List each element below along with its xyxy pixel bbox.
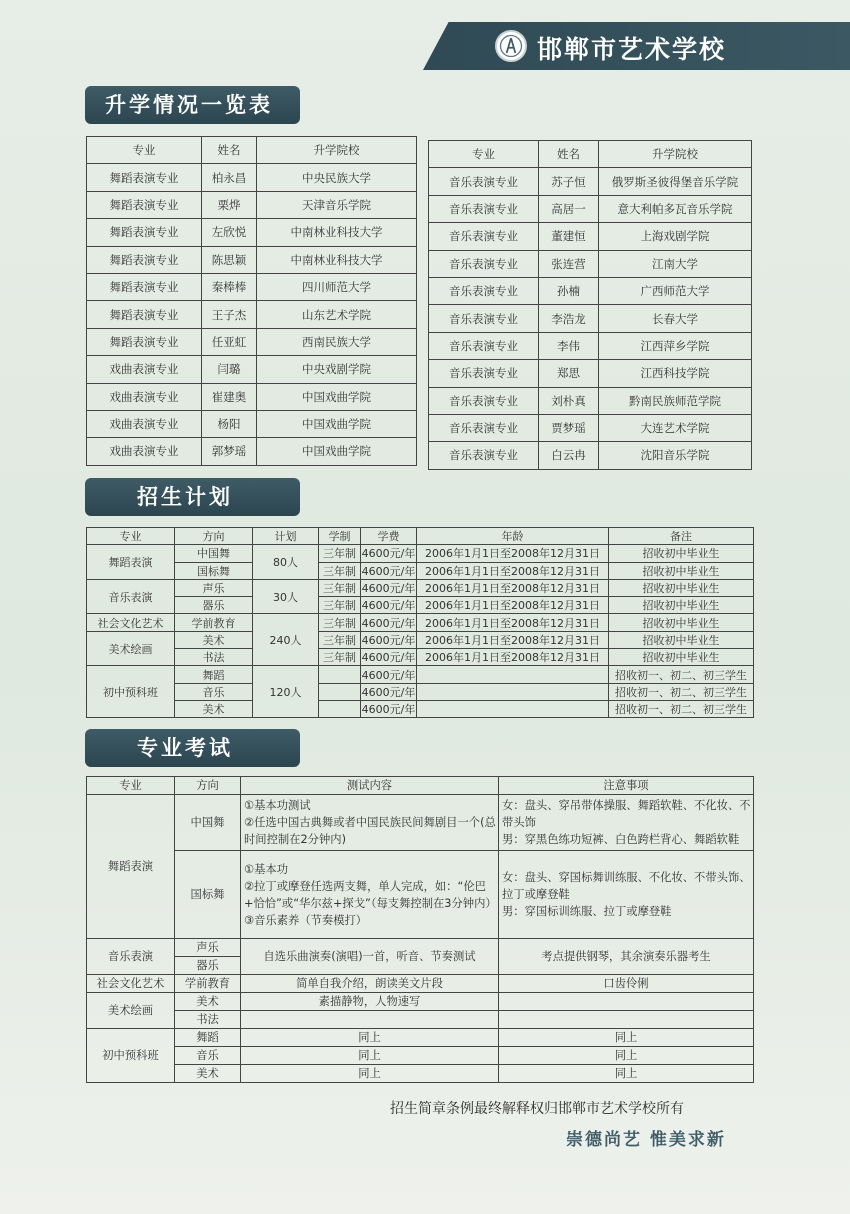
cell-name: 刘朴真 <box>539 387 599 414</box>
plan-note: 招收初中毕业生 <box>609 649 754 666</box>
cell-school: 长春大学 <box>599 305 752 332</box>
cell-major: 戏曲表演专业 <box>87 410 202 437</box>
cell-major: 舞蹈表演专业 <box>87 246 202 273</box>
plan-direction: 学前教育 <box>175 614 253 631</box>
cell-name: 苏子恒 <box>539 168 599 195</box>
exam-notes-music: 考点提供钢琴，其余演奏乐器考生 <box>499 939 754 975</box>
table-row <box>429 387 752 414</box>
table-row <box>429 305 752 332</box>
exam-content-chinese-dance <box>241 795 499 851</box>
school-slogan: 崇德尚艺 惟美求新 <box>566 1130 726 1150</box>
col-header-major: 专业 <box>87 137 202 164</box>
col-header-name: 姓名 <box>539 141 599 168</box>
plan-age: 2006年1月1日至2008年12月31日 <box>417 545 609 562</box>
cell-major: 音乐表演专业 <box>429 168 539 195</box>
plan-header-direction: 方向 <box>175 528 253 545</box>
plan-duration: 三年制 <box>319 614 361 631</box>
exam-content-line: ①基本功测试 <box>244 799 311 812</box>
cell-school: 天津音乐学院 <box>257 191 417 218</box>
cell-school: 意大利帕多瓦音乐学院 <box>599 195 752 222</box>
table-row <box>429 332 752 359</box>
plan-table <box>86 527 754 718</box>
exam-direction: 器乐 <box>175 957 241 975</box>
plan-duration-empty <box>319 700 361 717</box>
cell-name: 张连营 <box>539 250 599 277</box>
cell-name: 高居一 <box>539 195 599 222</box>
plan-duration: 三年制 <box>319 579 361 596</box>
plan-duration: 三年制 <box>319 649 361 666</box>
plan-fee: 4600元/年 <box>361 666 417 683</box>
plan-fee: 4600元/年 <box>361 649 417 666</box>
school-logo-icon <box>495 30 527 62</box>
plan-note: 招收初中毕业生 <box>609 597 754 614</box>
plan-fee: 4600元/年 <box>361 562 417 579</box>
plan-age: 2006年1月1日至2008年12月31日 <box>417 614 609 631</box>
plan-duration-empty <box>319 683 361 700</box>
exam-header-direction: 方向 <box>175 777 241 795</box>
cell-major: 舞蹈表演专业 <box>87 273 202 300</box>
exam-direction: 美术 <box>175 993 241 1011</box>
cell-school: 中南林业科技大学 <box>257 219 417 246</box>
cell-major: 戏曲表演专业 <box>87 438 202 465</box>
exam-major-junior: 初中预科班 <box>87 1029 175 1083</box>
plan-duration: 三年制 <box>319 597 361 614</box>
plan-direction: 美术 <box>175 631 253 648</box>
plan-age-empty <box>417 683 609 700</box>
exam-direction: 国标舞 <box>175 851 241 939</box>
table-row <box>87 410 417 437</box>
plan-fee: 4600元/年 <box>361 579 417 596</box>
plan-major-junior: 初中预科班 <box>87 666 175 718</box>
exam-content-same: 同上 <box>241 1065 499 1083</box>
exam-header-major: 专业 <box>87 777 175 795</box>
exam-header-content: 测试内容 <box>241 777 499 795</box>
cell-name: 栗烨 <box>202 191 257 218</box>
cell-name: 王子杰 <box>202 301 257 328</box>
exam-content-line: ③音乐素养（节奏模打） <box>244 913 368 927</box>
cell-school: 中国戏曲学院 <box>257 410 417 437</box>
plan-fee: 4600元/年 <box>361 614 417 631</box>
plan-direction: 声乐 <box>175 579 253 596</box>
plan-header-quota: 计划 <box>253 528 319 545</box>
exam-table <box>86 776 754 1083</box>
cell-school: 江西科技学院 <box>599 360 752 387</box>
cell-name: 郭梦瑶 <box>202 438 257 465</box>
col-header-major: 专业 <box>429 141 539 168</box>
table-row <box>87 328 417 355</box>
cell-name: 崔建奥 <box>202 383 257 410</box>
exam-note-line: 女：盘头、穿国标舞训练服、不化妆、不带头饰、拉丁或摩登鞋 <box>502 871 751 901</box>
exam-content-empty <box>241 1011 499 1029</box>
exam-content-culture: 简单自我介绍，朗读美文片段 <box>241 975 499 993</box>
plan-fee: 4600元/年 <box>361 631 417 648</box>
exam-direction: 声乐 <box>175 939 241 957</box>
exam-notes-same: 同上 <box>499 1029 754 1047</box>
plan-header-fee: 学费 <box>361 528 417 545</box>
plan-note: 招收初中毕业生 <box>609 579 754 596</box>
table-row <box>429 414 752 441</box>
plan-note: 招收初中毕业生 <box>609 562 754 579</box>
exam-notes-chinese-dance <box>499 795 754 851</box>
plan-direction: 国标舞 <box>175 562 253 579</box>
plan-direction: 舞蹈 <box>175 666 253 683</box>
table-row <box>87 383 417 410</box>
table-row <box>87 219 417 246</box>
cell-school: 中国戏曲学院 <box>257 383 417 410</box>
exam-major-art: 美术绘画 <box>87 993 175 1029</box>
plan-age: 2006年1月1日至2008年12月31日 <box>417 649 609 666</box>
exam-content-line: ②任选中国古典舞或者中国民族民间舞剧目一个(总时间控制在2分钟内) <box>244 816 496 846</box>
section-title-exam: 专业考试 <box>85 729 300 767</box>
plan-duration: 三年制 <box>319 631 361 648</box>
exam-notes-empty <box>499 993 754 1011</box>
cell-name: 郑思 <box>539 360 599 387</box>
plan-note: 招收初一、初二、初三学生 <box>609 700 754 717</box>
cell-name: 闫璐 <box>202 356 257 383</box>
cell-major: 音乐表演专业 <box>429 305 539 332</box>
table-row <box>87 356 417 383</box>
cell-major: 音乐表演专业 <box>429 332 539 359</box>
cell-major: 音乐表演专业 <box>429 360 539 387</box>
cell-name: 左欣悦 <box>202 219 257 246</box>
exam-content-line: ①基本功 <box>244 862 289 876</box>
table-row <box>429 250 752 277</box>
plan-major-music: 音乐表演 <box>87 579 175 614</box>
plan-age: 2006年1月1日至2008年12月31日 <box>417 579 609 596</box>
exam-content-art: 素描静物，人物速写 <box>241 993 499 1011</box>
exam-content-ballroom <box>241 851 499 939</box>
plan-note: 招收初中毕业生 <box>609 545 754 562</box>
cell-major: 舞蹈表演专业 <box>87 301 202 328</box>
plan-quota: 120人 <box>253 666 319 718</box>
cell-school: 上海戏剧学院 <box>599 223 752 250</box>
cell-major: 音乐表演专业 <box>429 195 539 222</box>
cell-school: 大连艺术学院 <box>599 414 752 441</box>
table-row <box>429 277 752 304</box>
exam-major-dance: 舞蹈表演 <box>87 795 175 939</box>
exam-direction: 书法 <box>175 1011 241 1029</box>
exam-notes-same: 同上 <box>499 1065 754 1083</box>
plan-major-dance: 舞蹈表演 <box>87 545 175 580</box>
exam-content-line: ②拉丁或摩登任选两支舞，单人完成，如：“伦巴+恰恰”或“华尔兹+探戈”（每支舞控制在3分钟内） <box>244 879 497 910</box>
cell-school: 四川师范大学 <box>257 273 417 300</box>
plan-major-culture: 社会文化艺术 <box>87 614 175 631</box>
cell-school: 中南林业科技大学 <box>257 246 417 273</box>
plan-quota: 80人 <box>253 545 319 580</box>
plan-header-note: 备注 <box>609 528 754 545</box>
table-row <box>87 164 417 191</box>
exam-content-same: 同上 <box>241 1047 499 1065</box>
cell-name: 贾梦瑶 <box>539 414 599 441</box>
cell-school: 西南民族大学 <box>257 328 417 355</box>
cell-name: 白云冉 <box>539 442 599 469</box>
plan-note: 招收初一、初二、初三学生 <box>609 683 754 700</box>
cell-major: 舞蹈表演专业 <box>87 328 202 355</box>
plan-fee: 4600元/年 <box>361 545 417 562</box>
plan-fee: 4600元/年 <box>361 683 417 700</box>
col-header-school: 升学院校 <box>257 137 417 164</box>
plan-duration: 三年制 <box>319 545 361 562</box>
admission-table-left <box>86 136 417 466</box>
plan-header-major: 专业 <box>87 528 175 545</box>
plan-header-age: 年龄 <box>417 528 609 545</box>
cell-major: 音乐表演专业 <box>429 250 539 277</box>
plan-direction: 中国舞 <box>175 545 253 562</box>
exam-content-same: 同上 <box>241 1029 499 1047</box>
cell-major: 舞蹈表演专业 <box>87 219 202 246</box>
plan-direction: 器乐 <box>175 597 253 614</box>
exam-note-line: 女：盘头、穿吊带体操服、舞蹈软鞋、不化妆、不带头饰 <box>502 799 751 829</box>
plan-quota: 30人 <box>253 579 319 614</box>
table-row <box>87 191 417 218</box>
plan-note: 招收初中毕业生 <box>609 631 754 648</box>
plan-note: 招收初一、初二、初三学生 <box>609 666 754 683</box>
table-row <box>429 360 752 387</box>
table-row <box>87 301 417 328</box>
school-name: 邯郸市艺术学校 <box>537 35 727 64</box>
cell-major: 音乐表演专业 <box>429 442 539 469</box>
cell-major: 音乐表演专业 <box>429 414 539 441</box>
cell-major: 戏曲表演专业 <box>87 383 202 410</box>
section-title-admission: 升学情况一览表 <box>85 86 300 124</box>
cell-major: 舞蹈表演专业 <box>87 164 202 191</box>
plan-direction: 美术 <box>175 700 253 717</box>
plan-duration-empty <box>319 666 361 683</box>
cell-name: 孙楠 <box>539 277 599 304</box>
exam-notes-same: 同上 <box>499 1047 754 1065</box>
plan-direction: 书法 <box>175 649 253 666</box>
cell-school: 中国戏曲学院 <box>257 438 417 465</box>
table-row <box>429 168 752 195</box>
section-title-plan: 招生计划 <box>85 478 300 516</box>
table-row <box>429 223 752 250</box>
plan-age: 2006年1月1日至2008年12月31日 <box>417 631 609 648</box>
table-row <box>429 195 752 222</box>
cell-name: 陈思颖 <box>202 246 257 273</box>
cell-major: 舞蹈表演专业 <box>87 191 202 218</box>
exam-direction: 舞蹈 <box>175 1029 241 1047</box>
exam-major-culture: 社会文化艺术 <box>87 975 175 993</box>
cell-school: 黔南民族师范学院 <box>599 387 752 414</box>
plan-fee: 4600元/年 <box>361 700 417 717</box>
cell-school: 山东艺术学院 <box>257 301 417 328</box>
cell-school: 俄罗斯圣彼得堡音乐学院 <box>599 168 752 195</box>
cell-name: 秦棒棒 <box>202 273 257 300</box>
plan-age-empty <box>417 700 609 717</box>
plan-direction: 音乐 <box>175 683 253 700</box>
exam-major-music: 音乐表演 <box>87 939 175 975</box>
col-header-school: 升学院校 <box>599 141 752 168</box>
exam-notes-ballroom <box>499 851 754 939</box>
table-row <box>87 438 417 465</box>
exam-notes-empty <box>499 1011 754 1029</box>
cell-name: 柏永昌 <box>202 164 257 191</box>
plan-age: 2006年1月1日至2008年12月31日 <box>417 597 609 614</box>
table-row <box>87 246 417 273</box>
exam-note-line: 男：穿国标训练服、拉丁或摩登鞋 <box>502 905 672 918</box>
cell-school: 中央民族大学 <box>257 164 417 191</box>
exam-header-notes: 注意事项 <box>499 777 754 795</box>
plan-note: 招收初中毕业生 <box>609 614 754 631</box>
plan-major-art: 美术绘画 <box>87 631 175 666</box>
cell-name: 任亚虹 <box>202 328 257 355</box>
cell-school: 沈阳音乐学院 <box>599 442 752 469</box>
footer-disclaimer: 招生简章条例最终解释权归邯郸市艺术学校所有 <box>390 1101 684 1117</box>
cell-major: 音乐表演专业 <box>429 223 539 250</box>
exam-note-line: 男：穿黑色练功短裤、白色跨栏背心、舞蹈软鞋 <box>502 833 740 846</box>
plan-fee: 4600元/年 <box>361 597 417 614</box>
exam-direction: 音乐 <box>175 1047 241 1065</box>
plan-quota: 240人 <box>253 614 319 666</box>
exam-direction: 学前教育 <box>175 975 241 993</box>
plan-header-duration: 学制 <box>319 528 361 545</box>
cell-school: 江南大学 <box>599 250 752 277</box>
cell-name: 李浩龙 <box>539 305 599 332</box>
col-header-name: 姓名 <box>202 137 257 164</box>
cell-school: 江西萍乡学院 <box>599 332 752 359</box>
table-row <box>429 442 752 469</box>
plan-age: 2006年1月1日至2008年12月31日 <box>417 562 609 579</box>
exam-content-music: 自选乐曲演奏(演唱)一首，听音、节奏测试 <box>241 939 499 975</box>
cell-major: 戏曲表演专业 <box>87 356 202 383</box>
cell-school: 广西师范大学 <box>599 277 752 304</box>
cell-name: 董建恒 <box>539 223 599 250</box>
exam-notes-culture: 口齿伶俐 <box>499 975 754 993</box>
plan-age-empty <box>417 666 609 683</box>
table-row <box>87 273 417 300</box>
exam-direction: 美术 <box>175 1065 241 1083</box>
cell-major: 音乐表演专业 <box>429 387 539 414</box>
cell-name: 李伟 <box>539 332 599 359</box>
exam-direction: 中国舞 <box>175 795 241 851</box>
plan-duration: 三年制 <box>319 562 361 579</box>
cell-major: 音乐表演专业 <box>429 277 539 304</box>
cell-name: 杨阳 <box>202 410 257 437</box>
cell-school: 中央戏剧学院 <box>257 356 417 383</box>
admission-table-right <box>428 140 752 470</box>
